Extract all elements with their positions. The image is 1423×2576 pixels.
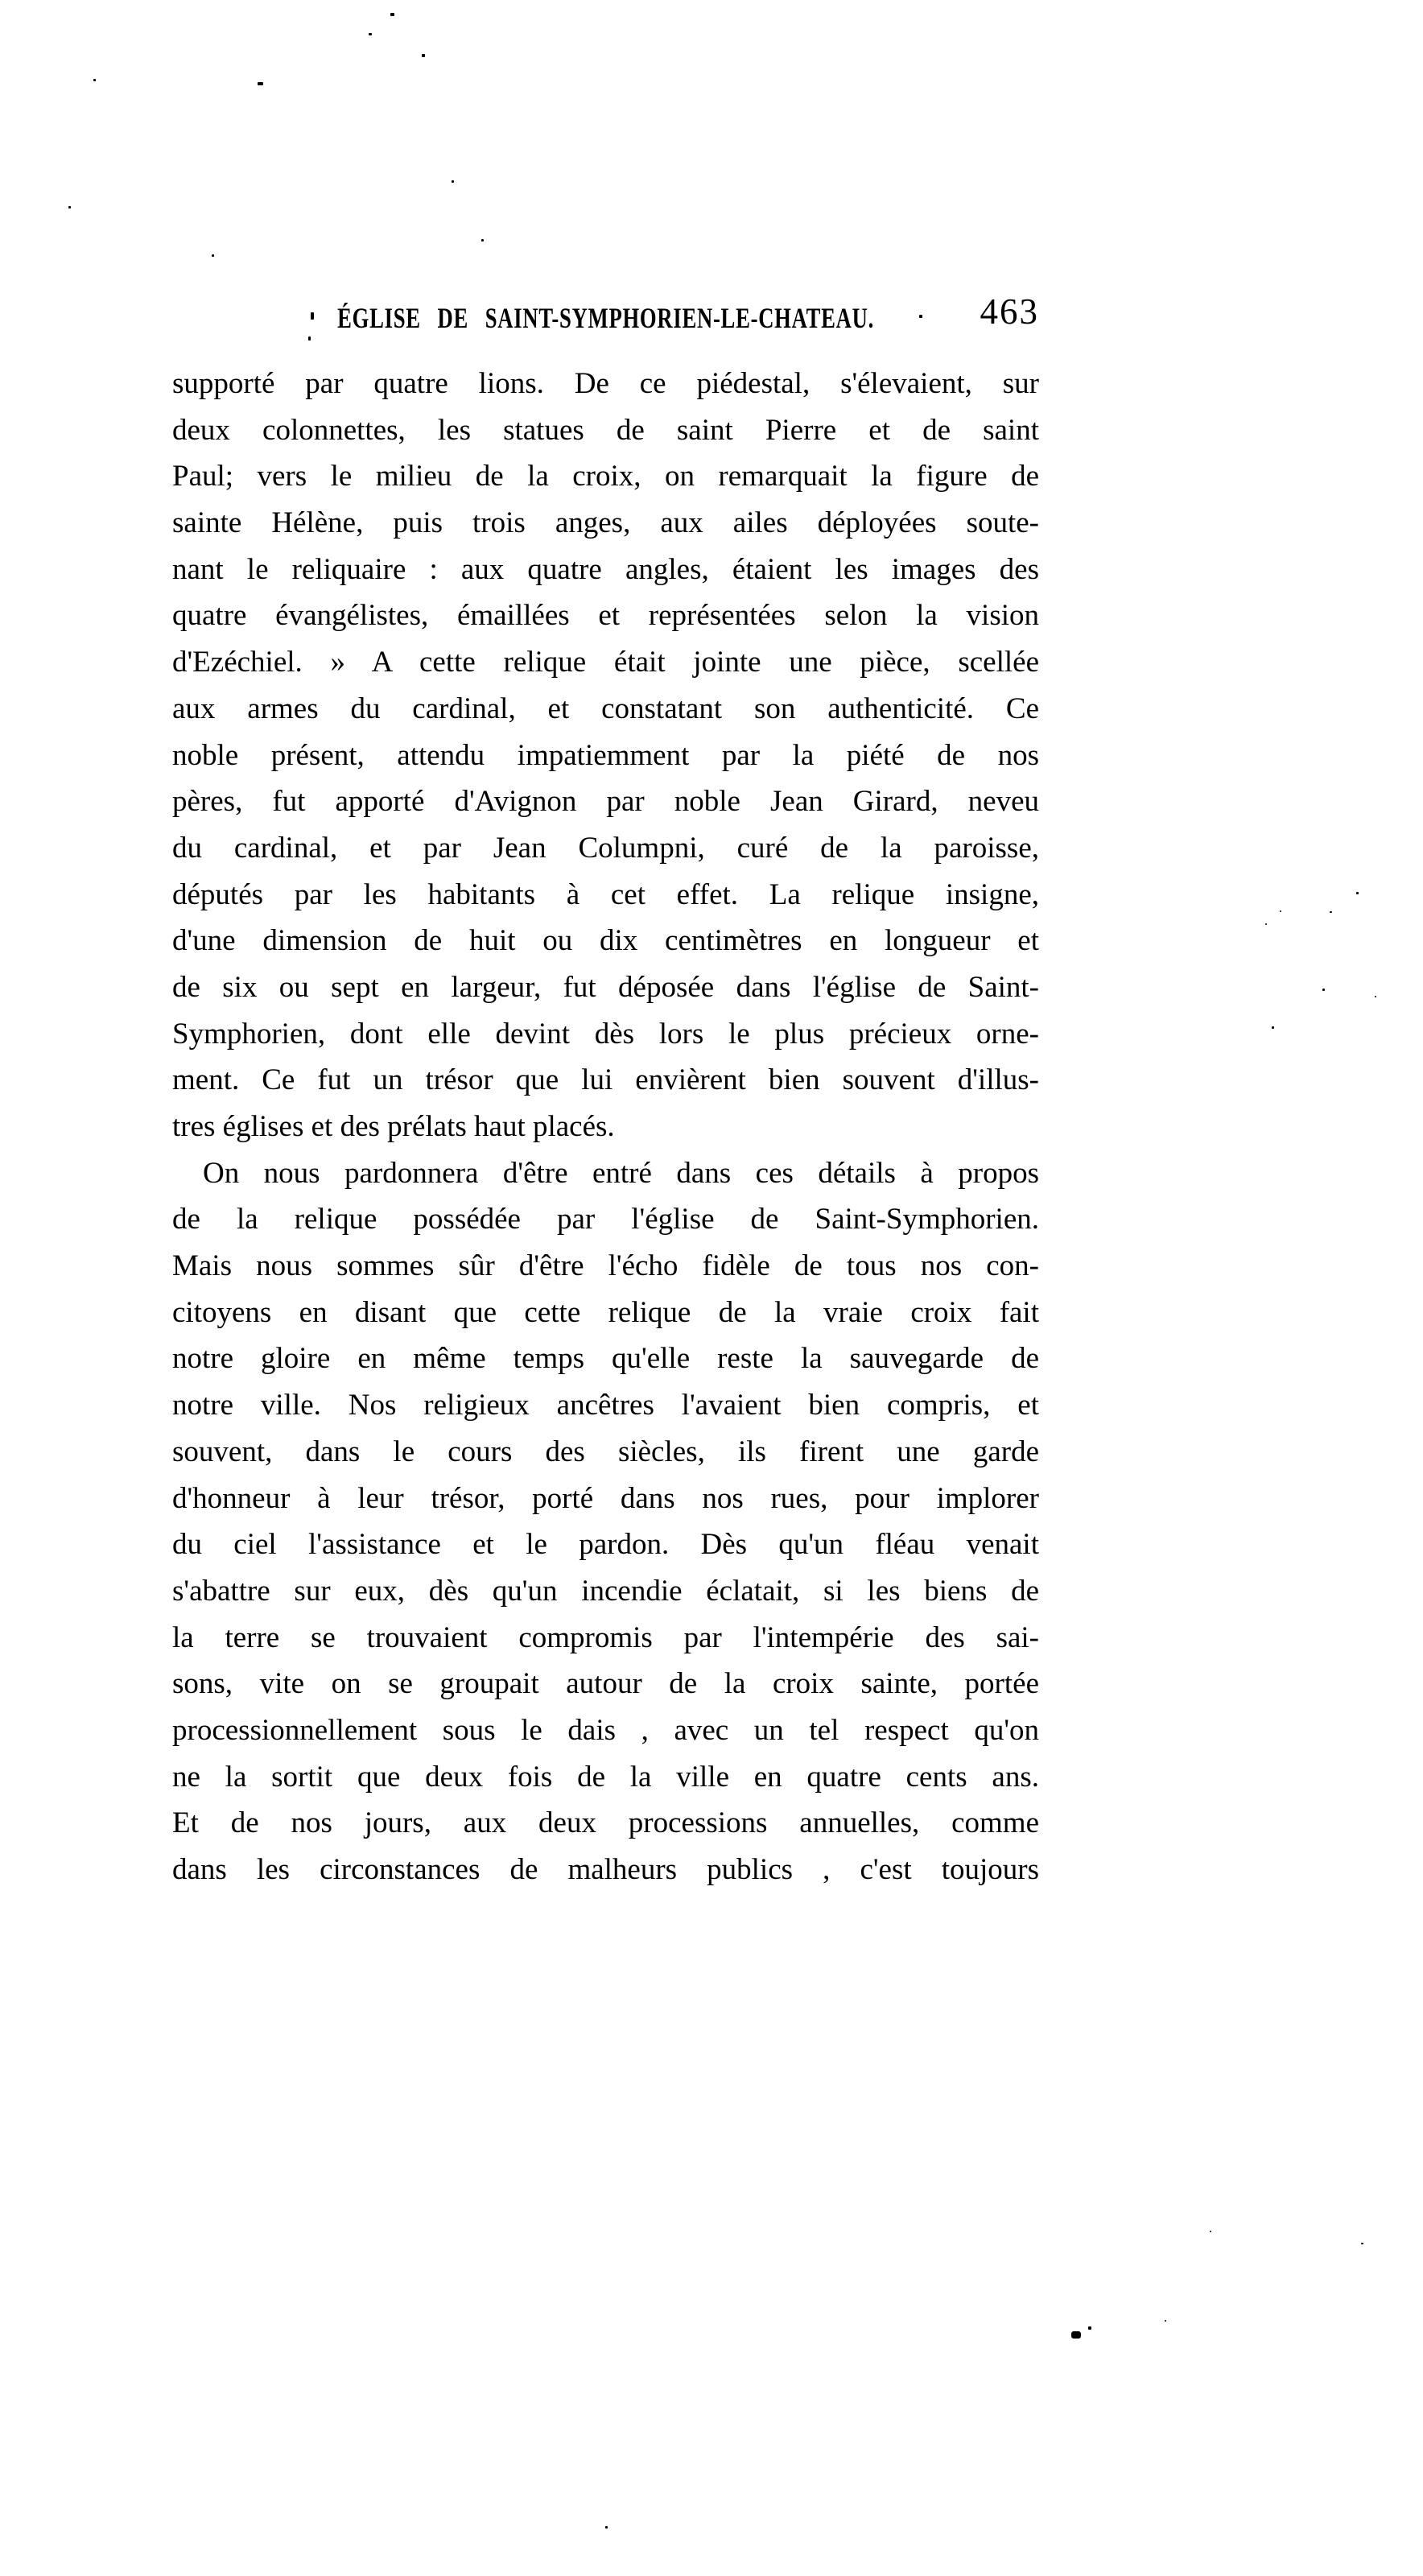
text-line: pères, fut apporté d'Avignon par noble Jean Girard, neveu bbox=[172, 785, 1039, 819]
scan-speck bbox=[212, 254, 214, 257]
scan-speck bbox=[422, 54, 425, 57]
scan-speck bbox=[1265, 923, 1267, 925]
text-line: On nous pardonnera d'être entré dans ces détails à propos bbox=[203, 1156, 1039, 1190]
text-line: notre ville. Nos religieux ancêtres l'avaient bien compris, et bbox=[172, 1389, 1039, 1422]
text-line: quatre évangélistes, émaillées et représentées selon la vision bbox=[172, 599, 1039, 633]
text-line: tres églises et des prélats haut placés. bbox=[172, 1110, 615, 1143]
scan-speck bbox=[1088, 2326, 1091, 2330]
text-line: du ciel l'assistance et le pardon. Dès qu'un fléau venait bbox=[172, 1528, 1039, 1562]
text-line: Et de nos jours, aux deux processions annuelles, comme bbox=[172, 1806, 1039, 1840]
text-line: de six ou sept en largeur, fut déposée dans l'église de Saint- bbox=[172, 970, 1039, 1004]
text-line: députés par les habitants à cet effet. La relique insigne, bbox=[172, 877, 1039, 911]
text-line: sainte Hélène, puis trois anges, aux ailes déployées soute- bbox=[172, 506, 1039, 540]
header-title-text: ÉGLISE DE SAINT-SYMPHORIEN-LE-CHATEAU. bbox=[337, 302, 874, 334]
text-line: Mais nous sommes sûr d'être l'écho fidèle de tous nos con- bbox=[172, 1249, 1039, 1283]
scan-speck bbox=[1272, 1026, 1274, 1029]
scan-speck bbox=[311, 312, 314, 320]
scan-speck bbox=[390, 13, 394, 16]
text-line: Symphorien, dont elle devint dès lors le plus précieux orne- bbox=[172, 1017, 1039, 1051]
text-line: la terre se trouvaient compromis par l'intempérie des sai- bbox=[172, 1620, 1039, 1654]
scan-speck bbox=[1361, 2243, 1363, 2244]
scan-speck bbox=[1322, 989, 1325, 991]
text-line: noble présent, attendu impatiemment par la piété de nos bbox=[172, 738, 1039, 772]
text-line: supporté par quatre lions. De ce piédestal, s'élevaient, sur bbox=[172, 367, 1039, 400]
text-line: sons, vite on se groupait autour de la croix sainte, portée bbox=[172, 1667, 1039, 1701]
scan-speck bbox=[258, 82, 263, 85]
scan-speck bbox=[1280, 910, 1281, 912]
text-line: Paul; vers le milieu de la croix, on remarquait la figure de bbox=[172, 460, 1039, 493]
scan-speck bbox=[93, 79, 96, 81]
scan-speck bbox=[1071, 2331, 1081, 2339]
scan-speck bbox=[452, 180, 454, 183]
header-title bbox=[172, 301, 1039, 335]
text-line: souvent, dans le cours des siècles, ils firent une garde bbox=[172, 1435, 1039, 1468]
scan-speck bbox=[1165, 2320, 1166, 2322]
text-line: s'abattre sur eux, dès qu'un incendie éclatait, si les biens de bbox=[172, 1574, 1039, 1608]
text-line: ne la sortit que deux fois de la ville en quatre cents ans. bbox=[172, 1760, 1039, 1794]
text-line: d'honneur à leur trésor, porté dans nos rues, pour implorer bbox=[172, 1481, 1039, 1515]
scan-speck bbox=[1210, 2231, 1211, 2232]
text-line: aux armes du cardinal, et constatant son authenticité. Ce bbox=[172, 691, 1039, 725]
text-line: citoyens en disant que cette relique de la vraie croix fait bbox=[172, 1295, 1039, 1329]
text-line: nant le reliquaire : aux quatre angles, étaient les images des bbox=[172, 552, 1039, 586]
text-line: d'une dimension de huit ou dix centimètres en longueur et bbox=[172, 924, 1039, 958]
text-line: d'Ezéchiel. » A cette relique était jointe une pièce, scellée bbox=[172, 646, 1039, 679]
scan-speck bbox=[605, 2526, 608, 2529]
running-header bbox=[172, 291, 1039, 338]
scan-speck bbox=[1375, 996, 1376, 997]
scan-speck bbox=[919, 315, 922, 318]
body-text bbox=[172, 361, 1039, 1893]
page-number: 463 bbox=[980, 291, 1039, 332]
text-line: notre gloire en même temps qu'elle reste la sauvegarde de bbox=[172, 1342, 1039, 1376]
scan-speck bbox=[1330, 911, 1332, 913]
scan-speck bbox=[369, 33, 372, 35]
text-line: ment. Ce fut un trésor que lui envièrent bien souvent d'illus- bbox=[172, 1063, 1039, 1097]
scan-speck bbox=[308, 336, 311, 341]
text-line: de la relique possédée par l'église de Saint-Symphorien. bbox=[172, 1203, 1039, 1236]
scan-speck bbox=[481, 239, 484, 242]
text-line: processionnellement sous le dais , avec un tel respect qu'on bbox=[172, 1713, 1039, 1747]
scan-speck bbox=[68, 206, 71, 208]
text-line: deux colonnettes, les statues de saint Pierre et de saint bbox=[172, 413, 1039, 447]
text-line: du cardinal, et par Jean Columpni, curé de la paroisse, bbox=[172, 831, 1039, 865]
text-line: dans les circonstances de malheurs publics , c'est toujours bbox=[172, 1853, 1039, 1886]
scan-speck bbox=[1356, 892, 1359, 894]
